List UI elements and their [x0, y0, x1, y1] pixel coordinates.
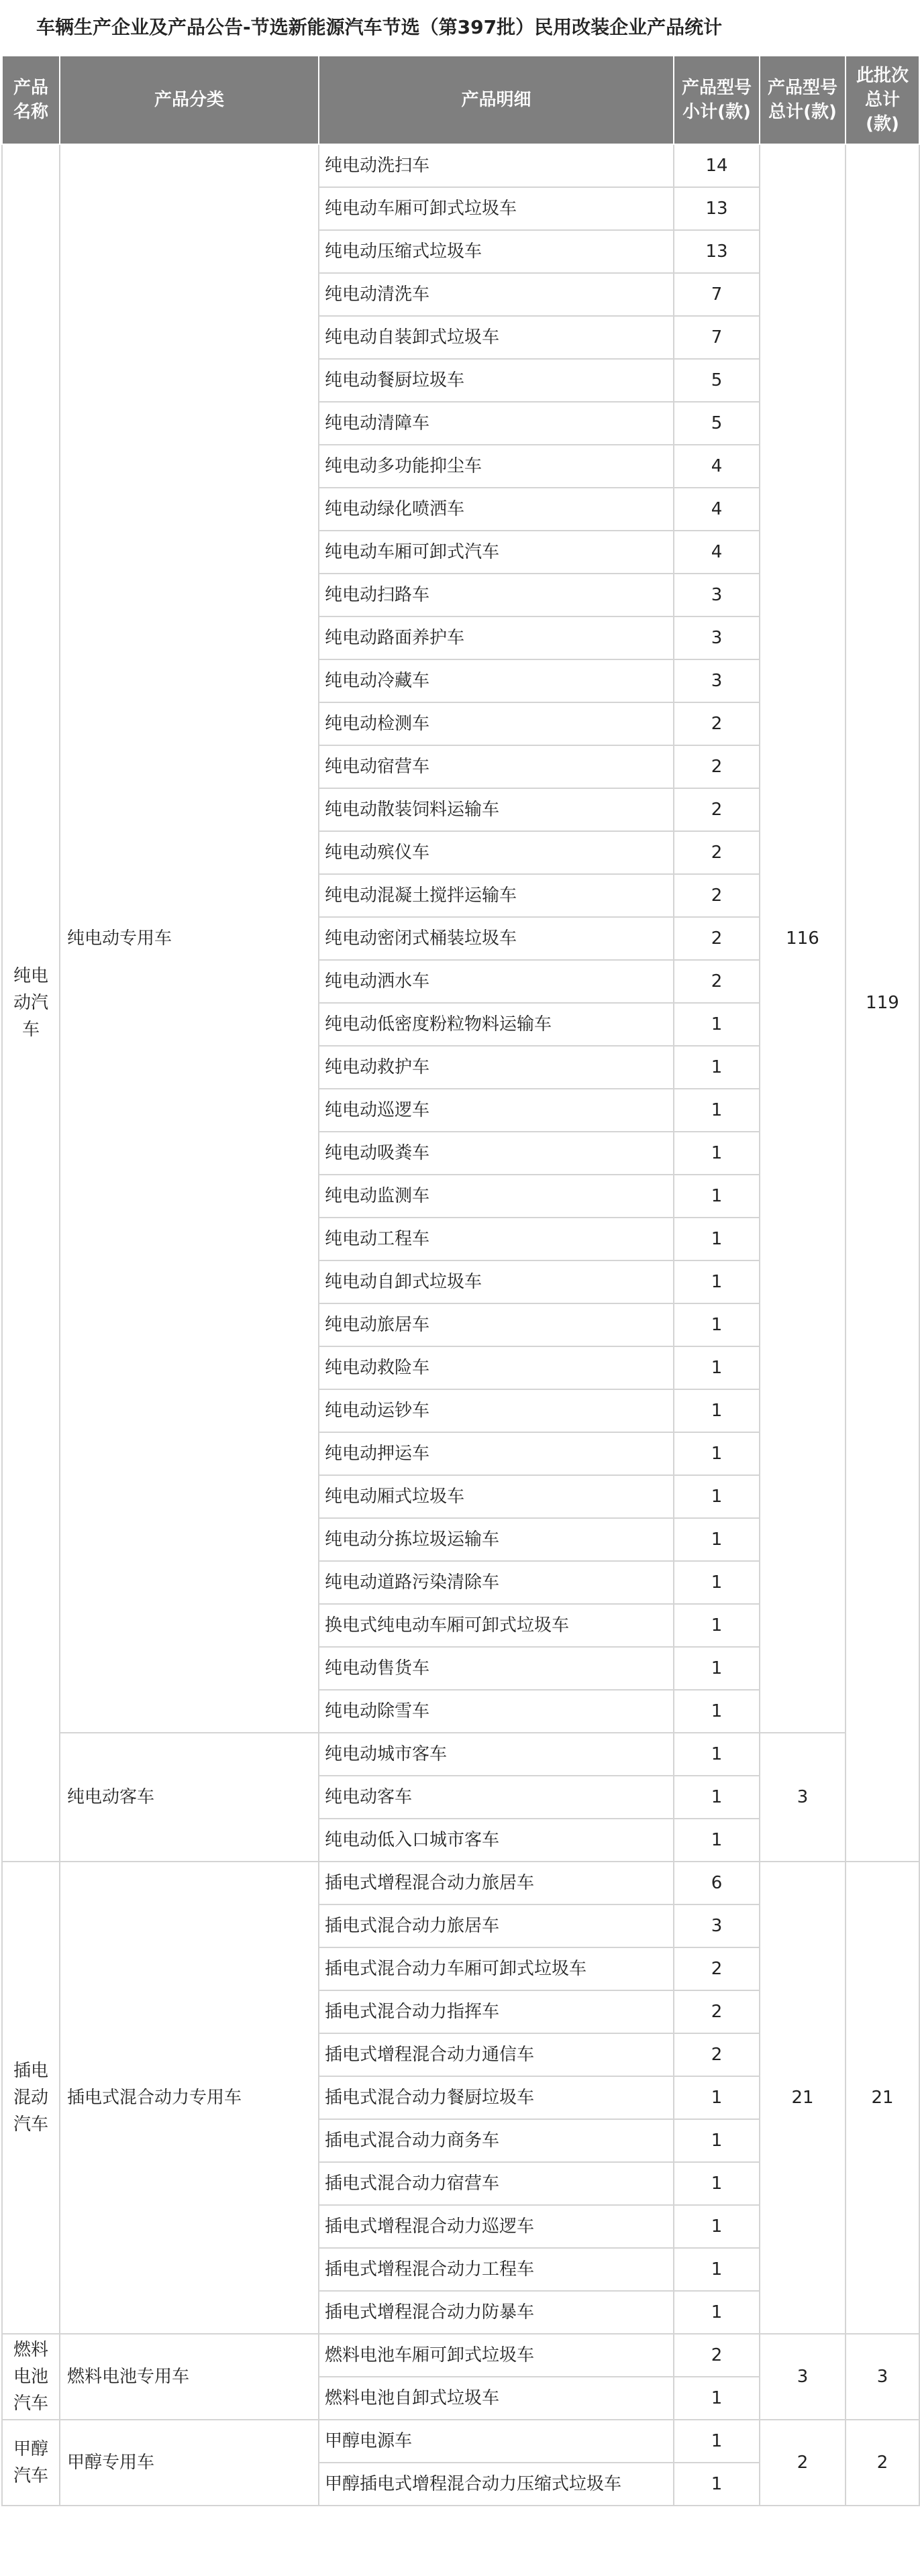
- category-cell: 纯电动专用车: [60, 144, 319, 1733]
- subtotal-cell: 1: [674, 2463, 760, 2506]
- detail-cell: 纯电动巡逻车: [319, 1089, 674, 1132]
- product-name-cell: 燃料电池汽车: [2, 2334, 60, 2420]
- detail-cell: 纯电动监测车: [319, 1175, 674, 1218]
- statistics-table: [1, 55, 920, 2506]
- subtotal-cell: 3: [674, 1904, 760, 1947]
- detail-cell: 纯电动散装饲料运输车: [319, 788, 674, 831]
- subtotal-cell: 2: [674, 1947, 760, 1990]
- subtotal-cell: 1: [674, 2119, 760, 2162]
- detail-cell: 纯电动宿营车: [319, 745, 674, 788]
- subtotal-cell: 3: [674, 659, 760, 702]
- detail-cell: 纯电动冷藏车: [319, 659, 674, 702]
- subtotal-cell: 1: [674, 2377, 760, 2420]
- subtotal-cell: 6: [674, 1862, 760, 1904]
- detail-cell: 插电式混合动力旅居车: [319, 1904, 674, 1947]
- subtotal-cell: 1: [674, 1475, 760, 1518]
- subtotal-cell: 1: [674, 1003, 760, 1046]
- detail-cell: 燃料电池自卸式垃圾车: [319, 2377, 674, 2420]
- header-row: [2, 56, 919, 144]
- subtotal-cell: 1: [674, 1389, 760, 1432]
- subtotal-cell: 1: [674, 1432, 760, 1475]
- subtotal-cell: 1: [674, 1776, 760, 1819]
- detail-cell: 插电式增程混合动力通信车: [319, 2033, 674, 2076]
- detail-cell: 纯电动除雪车: [319, 1690, 674, 1733]
- subtotal-cell: 1: [674, 1733, 760, 1776]
- subtotal-cell: 1: [674, 2076, 760, 2119]
- category-cell: 燃料电池专用车: [60, 2334, 319, 2420]
- model-total-cell: 116: [760, 144, 846, 1733]
- detail-cell: 纯电动压缩式垃圾车: [319, 230, 674, 273]
- batch-total-cell: 119: [846, 144, 919, 1862]
- table-row: [2, 2334, 919, 2377]
- subtotal-cell: 1: [674, 1819, 760, 1862]
- subtotal-cell: 13: [674, 187, 760, 230]
- detail-cell: 纯电动混凝土搅拌运输车: [319, 874, 674, 917]
- subtotal-cell: 1: [674, 1132, 760, 1175]
- category-cell: 纯电动客车: [60, 1733, 319, 1862]
- subtotal-cell: 7: [674, 316, 760, 359]
- header-batch-total: 此批次总计(款): [846, 56, 919, 144]
- header-product-name: 产品名称: [2, 56, 60, 144]
- detail-cell: 纯电动低入口城市客车: [319, 1819, 674, 1862]
- page-title: 车辆生产企业及产品公告-节选新能源汽车节选（第397批）民用改装企业产品统计: [36, 16, 723, 38]
- detail-cell: 纯电动车厢可卸式汽车: [319, 531, 674, 574]
- subtotal-cell: 2: [674, 2334, 760, 2377]
- detail-cell: 插电式混合动力车厢可卸式垃圾车: [319, 1947, 674, 1990]
- detail-cell: 纯电动绿化喷洒车: [319, 488, 674, 531]
- header-category: 产品分类: [60, 56, 319, 144]
- subtotal-cell: 2: [674, 917, 760, 960]
- detail-cell: 纯电动清洗车: [319, 273, 674, 316]
- subtotal-cell: 2: [674, 2033, 760, 2076]
- subtotal-cell: 7: [674, 273, 760, 316]
- product-name-cell: 甲醇汽车: [2, 2420, 60, 2506]
- detail-cell: 甲醇电源车: [319, 2420, 674, 2463]
- subtotal-cell: 1: [674, 2420, 760, 2463]
- detail-cell: 插电式混合动力餐厨垃圾车: [319, 2076, 674, 2119]
- subtotal-cell: 1: [674, 1647, 760, 1690]
- detail-cell: 纯电动救险车: [319, 1346, 674, 1389]
- detail-cell: 纯电动道路污染清除车: [319, 1561, 674, 1604]
- detail-cell: 纯电动售货车: [319, 1647, 674, 1690]
- detail-cell: 插电式混合动力指挥车: [319, 1990, 674, 2033]
- subtotal-cell: 2: [674, 1990, 760, 2033]
- subtotal-cell: 1: [674, 1346, 760, 1389]
- detail-cell: 插电式混合动力宿营车: [319, 2162, 674, 2205]
- subtotal-cell: 14: [674, 144, 760, 187]
- subtotal-cell: 1: [674, 2248, 760, 2291]
- subtotal-cell: 1: [674, 2291, 760, 2334]
- detail-cell: 纯电动多功能抑尘车: [319, 445, 674, 488]
- batch-total-cell: 3: [846, 2334, 919, 2420]
- detail-cell: 纯电动扫路车: [319, 574, 674, 616]
- subtotal-cell: 3: [674, 616, 760, 659]
- subtotal-cell: 5: [674, 402, 760, 445]
- subtotal-cell: 1: [674, 1046, 760, 1089]
- detail-cell: 纯电动旅居车: [319, 1303, 674, 1346]
- subtotal-cell: 4: [674, 488, 760, 531]
- detail-cell: 插电式增程混合动力防暴车: [319, 2291, 674, 2334]
- detail-cell: 纯电动洒水车: [319, 960, 674, 1003]
- detail-cell: 燃料电池车厢可卸式垃圾车: [319, 2334, 674, 2377]
- subtotal-cell: 3: [674, 574, 760, 616]
- detail-cell: 纯电动厢式垃圾车: [319, 1475, 674, 1518]
- subtotal-cell: 2: [674, 874, 760, 917]
- detail-cell: 纯电动检测车: [319, 702, 674, 745]
- subtotal-cell: 2: [674, 745, 760, 788]
- detail-cell: 纯电动路面养护车: [319, 616, 674, 659]
- subtotal-cell: 1: [674, 1260, 760, 1303]
- batch-total-cell: 21: [846, 1862, 919, 2334]
- detail-cell: 插电式混合动力商务车: [319, 2119, 674, 2162]
- model-total-cell: 3: [760, 2334, 846, 2420]
- detail-cell: 换电式纯电动车厢可卸式垃圾车: [319, 1604, 674, 1647]
- subtotal-cell: 2: [674, 702, 760, 745]
- table-row: [2, 1862, 919, 1904]
- subtotal-cell: 1: [674, 2162, 760, 2205]
- detail-cell: 纯电动工程车: [319, 1218, 674, 1260]
- table-row: [2, 144, 919, 187]
- detail-cell: 纯电动殡仪车: [319, 831, 674, 874]
- detail-cell: 纯电动救护车: [319, 1046, 674, 1089]
- detail-cell: 插电式增程混合动力巡逻车: [319, 2205, 674, 2248]
- detail-cell: 纯电动押运车: [319, 1432, 674, 1475]
- model-total-cell: 3: [760, 1733, 846, 1862]
- subtotal-cell: 4: [674, 531, 760, 574]
- detail-cell: 甲醇插电式增程混合动力压缩式垃圾车: [319, 2463, 674, 2506]
- detail-cell: 纯电动餐厨垃圾车: [319, 359, 674, 402]
- header-model-total: 产品型号总计(款): [760, 56, 846, 144]
- detail-cell: 纯电动分拣垃圾运输车: [319, 1518, 674, 1561]
- table-row: [2, 1733, 919, 1776]
- detail-cell: 纯电动城市客车: [319, 1733, 674, 1776]
- product-name-cell: 插电混动汽车: [2, 1862, 60, 2334]
- detail-cell: 纯电动运钞车: [319, 1389, 674, 1432]
- subtotal-cell: 5: [674, 359, 760, 402]
- category-cell: 甲醇专用车: [60, 2420, 319, 2506]
- subtotal-cell: 1: [674, 1175, 760, 1218]
- subtotal-cell: 2: [674, 831, 760, 874]
- table-body: [2, 144, 919, 2506]
- subtotal-cell: 13: [674, 230, 760, 273]
- detail-cell: 纯电动吸粪车: [319, 1132, 674, 1175]
- subtotal-cell: 1: [674, 1518, 760, 1561]
- subtotal-cell: 1: [674, 1218, 760, 1260]
- subtotal-cell: 1: [674, 1561, 760, 1604]
- detail-cell: 插电式增程混合动力旅居车: [319, 1862, 674, 1904]
- table-row: [2, 2420, 919, 2463]
- detail-cell: 纯电动洗扫车: [319, 144, 674, 187]
- header-subtotal: 产品型号小计(款): [674, 56, 760, 144]
- detail-cell: 纯电动车厢可卸式垃圾车: [319, 187, 674, 230]
- category-cell: 插电式混合动力专用车: [60, 1862, 319, 2334]
- subtotal-cell: 2: [674, 960, 760, 1003]
- detail-cell: 纯电动客车: [319, 1776, 674, 1819]
- detail-cell: 纯电动自卸式垃圾车: [319, 1260, 674, 1303]
- detail-cell: 纯电动低密度粉粒物料运输车: [319, 1003, 674, 1046]
- model-total-cell: 2: [760, 2420, 846, 2506]
- batch-total-cell: 2: [846, 2420, 919, 2506]
- detail-cell: 纯电动清障车: [319, 402, 674, 445]
- detail-cell: 纯电动自装卸式垃圾车: [319, 316, 674, 359]
- subtotal-cell: 1: [674, 1604, 760, 1647]
- model-total-cell: 21: [760, 1862, 846, 2334]
- subtotal-cell: 1: [674, 1690, 760, 1733]
- detail-cell: 纯电动密闭式桶装垃圾车: [319, 917, 674, 960]
- subtotal-cell: 1: [674, 2205, 760, 2248]
- subtotal-cell: 1: [674, 1089, 760, 1132]
- subtotal-cell: 4: [674, 445, 760, 488]
- subtotal-cell: 1: [674, 1303, 760, 1346]
- detail-cell: 插电式增程混合动力工程车: [319, 2248, 674, 2291]
- product-name-cell: 纯电动汽车: [2, 144, 60, 1862]
- subtotal-cell: 2: [674, 788, 760, 831]
- header-detail: 产品明细: [319, 56, 674, 144]
